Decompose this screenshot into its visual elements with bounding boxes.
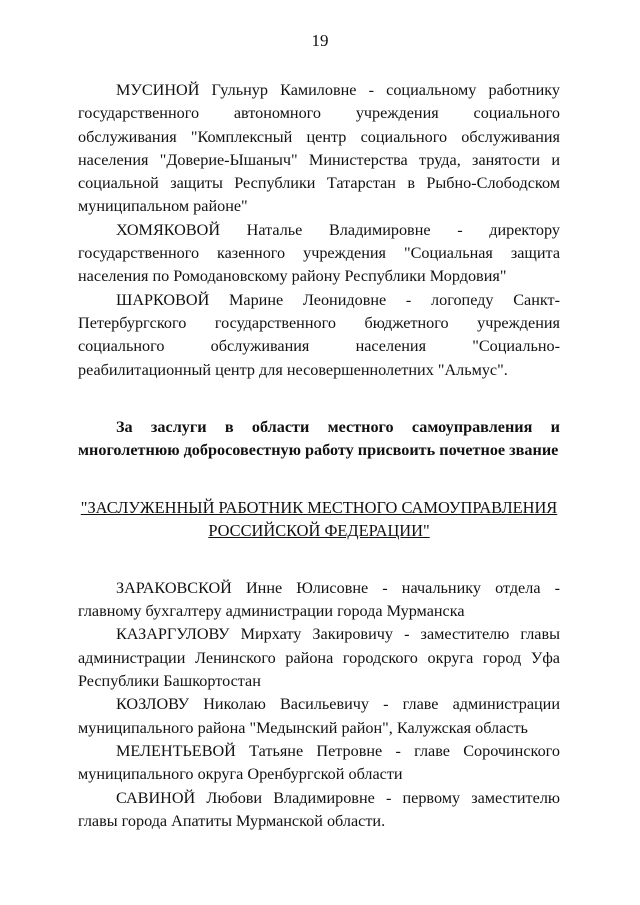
award-recipient-paragraph: ШАРКОВОЙ Марине Леонидовне - логопеду Санкт-Петербургского государственного бюджетного учреждения социального обслуживания населения "Социально-реабилитационный центр для несовершеннолетних "Альмус". [78,290,560,379]
award-recipient-paragraph: КОЗЛОВУ Николаю Васильевичу - главе администрации муниципального района "Медынский район", Калужская область [78,695,560,737]
page-number: 19 [311,31,329,50]
award-recipient-paragraph: МУСИНОЙ Гульнур Камиловне - социальному работнику государственного автономного учреждения социального обслуживания "Комплексный центр социального обслуживания населения "Доверие-Ышаныч" Министерства труда, занятости и социальной защиты Республики Татарстан в Рыбно-Слободском муниципальном районе" [78,81,560,216]
honorary-title-line-1: "ЗАСЛУЖЕННЫЙ РАБОТНИК МЕСТНОГО САМОУПРАВЛЕНИЯ [80,497,558,517]
award-intro-text: За заслуги в области местного самоуправления и многолетнюю добросовестную работу присвоить почетное звание [78,417,560,459]
document-body [78,79,560,833]
award-recipient-paragraph: САВИНОЙ Любови Владимировне - первому заместителю главы города Апатиты Мурманской области. [78,788,560,830]
honorary-title-line-2: РОССИЙСКОЙ ФЕДЕРАЦИИ" [208,521,430,541]
section-spacer [78,543,560,577]
award-recipient-paragraph: ЗАРАКОВСКОЙ Инне Юлисовне - начальнику отдела - главному бухгалтеру администрации города Мурманска [78,578,560,621]
award-recipient-paragraph: МЕЛЕНТЬЕВОЙ Татьяне Петровне - главе Сорочинского муниципального округа Оренбургской области [78,741,560,784]
award-recipient-paragraph: КАЗАРГУЛОВУ Мирхату Закировичу - заместителю главы администрации Ленинского района городского округа город Уфа Республики Башкортостан [78,625,560,691]
honorary-title [78,496,560,543]
award-recipient-paragraph: ХОМЯКОВОЙ Наталье Владимировне - директору государственного казенного учреждения "Социальная защита населения по Ромодановскому району Республики Мордовия" [78,220,560,286]
section-spacer [78,382,560,416]
